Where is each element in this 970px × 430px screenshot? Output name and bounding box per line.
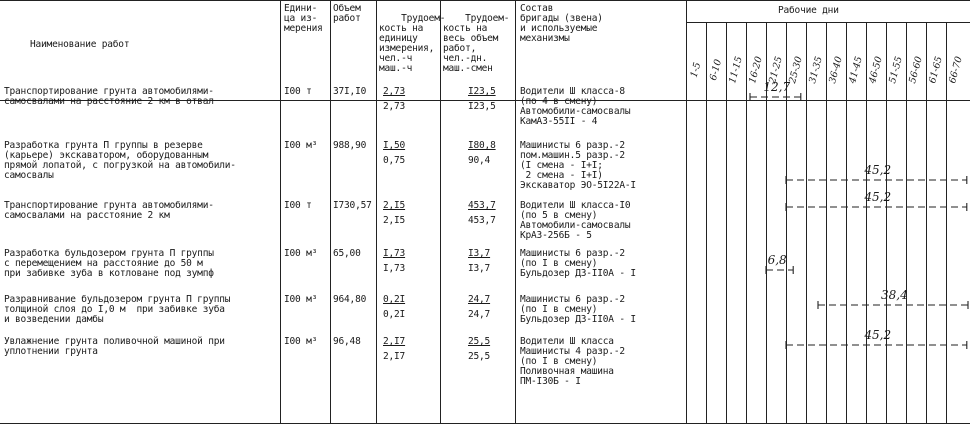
unit-cell: I00 м³: [284, 294, 318, 305]
day-range-header: 61-65: [927, 55, 945, 85]
total-labor-person: I3,7: [468, 248, 491, 259]
per-unit-labor-machine: 0,2I: [383, 309, 406, 320]
per-unit-labor-person: I,50: [383, 140, 406, 151]
day-range-header: 51-55: [887, 55, 905, 85]
gantt-bar-label: 12,7: [763, 80, 791, 94]
crew-cell: Водители Ш класса-8 (по 4 в смену) Автомобили-самосвалы КамАЗ-55II - 4: [520, 86, 631, 127]
volume-cell: I730,57: [333, 200, 372, 211]
day-range-header: 21-25: [767, 55, 785, 85]
total-labor-machine: I3,7: [468, 263, 491, 274]
crew-cell: Машинисты 6 разр.-2 (по I в смену) Бульдозер ДЗ-II0А - I: [520, 294, 636, 325]
crew-cell: Машинисты 6 разр.-2 пом.машин.5 разр.-2 (I смена - I+I; 2 смена - I+I) Экскаватор ЭО-5I22А-I: [520, 140, 636, 191]
total-labor-person: 453,7: [468, 200, 496, 211]
day-range-header: 25-30: [787, 55, 805, 85]
per-unit-labor-machine: 0,75: [383, 155, 406, 166]
unit-cell: I00 м³: [284, 248, 318, 259]
header-work-days: Рабочие дни: [778, 5, 839, 16]
work-name-cell: Разработка бульдозером грунта П группы с перемещением на расстояние до 50 м при забивке зуба в котловане под зумпф: [4, 248, 214, 279]
crew-cell: Водители Ш класса-I0 (по 5 в смену) Автомобили-самосвалы КрАЗ-256Б - 5: [520, 200, 631, 241]
total-labor-person: I23,5: [468, 86, 496, 97]
total-labor-machine: 24,7: [468, 309, 491, 320]
unit-cell: I00 м³: [284, 336, 318, 347]
day-range-header: 36-40: [827, 55, 845, 85]
work-name-cell: Увлажнение грунта поливочной машиной при уплотнении грунта: [4, 336, 225, 357]
day-range-header: 1-5: [688, 61, 704, 79]
day-range-header: 46-50: [867, 55, 885, 85]
total-labor-machine: I23,5: [468, 101, 496, 112]
header-work-name: Наименование работ: [30, 39, 130, 50]
header-labor-total: Трудоем- кость на весь объем работ, чел.-дн. маш.-смен: [443, 13, 510, 74]
day-range-header: 6-10: [707, 58, 725, 82]
crew-cell: Машинисты 6 разр.-2 (по I в смену) Бульдозер ДЗ-II0А - I: [520, 248, 636, 279]
total-labor-person: 24,7: [468, 294, 491, 305]
volume-cell: 988,90: [333, 140, 367, 151]
per-unit-labor-person: 0,2I: [383, 294, 406, 305]
volume-cell: 65,00: [333, 248, 361, 259]
work-name-cell: Транспортирование грунта автомобилями- самосвалами на расстояние 2 км: [4, 200, 214, 221]
per-unit-labor-machine: 2,73: [383, 101, 406, 112]
work-name-cell: Разравнивание бульдозером грунта П группы толщиной слоя до I,0 м при забивке зуба и возведении дамбы: [4, 294, 231, 325]
per-unit-labor-person: I,73: [383, 248, 406, 259]
day-range-header: 11-15: [727, 55, 745, 85]
per-unit-labor-person: 2,I7: [383, 336, 406, 347]
total-labor-machine: 25,5: [468, 351, 491, 362]
volume-cell: 96,48: [333, 336, 361, 347]
work-name-cell: Транспортирование грунта автомобилями- самосвалами на расстояние 2 км в отвал: [4, 86, 214, 107]
day-range-header: 31-35: [807, 55, 825, 85]
per-unit-labor-person: 2,I5: [383, 200, 406, 211]
per-unit-labor-person: 2,73: [383, 86, 406, 97]
per-unit-labor-machine: 2,I5: [383, 215, 406, 226]
crew-cell: Водители Ш класса Машинисты 4 разр.-2 (по I в смену) Поливочная машина ПМ-I30Б - I: [520, 336, 625, 387]
unit-cell: I00 т: [284, 200, 312, 211]
header-volume: Объем работ: [333, 3, 361, 24]
unit-cell: I00 м³: [284, 140, 318, 151]
work-name-cell: Разработка грунта П группы в резерве (карьере) экскаватором, оборудованным прямой лопатой, с погрузкой на автомобили- самосвалы: [4, 140, 236, 181]
header-unit: Едини- ца из- мерения: [284, 3, 323, 34]
header-labor-per-unit: Трудоем- кость на единицу измерения, чел.-ч маш.-ч: [379, 13, 446, 74]
unit-cell: I00 т: [284, 86, 312, 97]
gantt-bar-label: 45,2: [864, 190, 892, 204]
day-range-header: 56-60: [907, 55, 925, 85]
day-range-header: 66-70: [947, 55, 965, 85]
total-labor-person: I80,8: [468, 140, 496, 151]
gantt-bar-label: 45,2: [864, 328, 892, 342]
per-unit-labor-machine: I,73: [383, 263, 406, 274]
total-labor-person: 25,5: [468, 336, 491, 347]
per-unit-labor-machine: 2,I7: [383, 351, 406, 362]
day-range-header: 16-20: [747, 55, 765, 85]
total-labor-machine: 90,4: [468, 155, 491, 166]
volume-cell: 964,80: [333, 294, 367, 305]
gantt-bar-label: 45,2: [864, 163, 892, 177]
header-crew: Состав бригады (звена) и используемые механизмы: [520, 3, 603, 44]
gantt-bar-label: 38,4: [881, 288, 908, 302]
gantt-bar-label: 6,8: [767, 253, 787, 267]
total-labor-machine: 453,7: [468, 215, 496, 226]
volume-cell: 37I,I0: [333, 86, 367, 97]
day-range-header: 41-45: [847, 55, 865, 85]
